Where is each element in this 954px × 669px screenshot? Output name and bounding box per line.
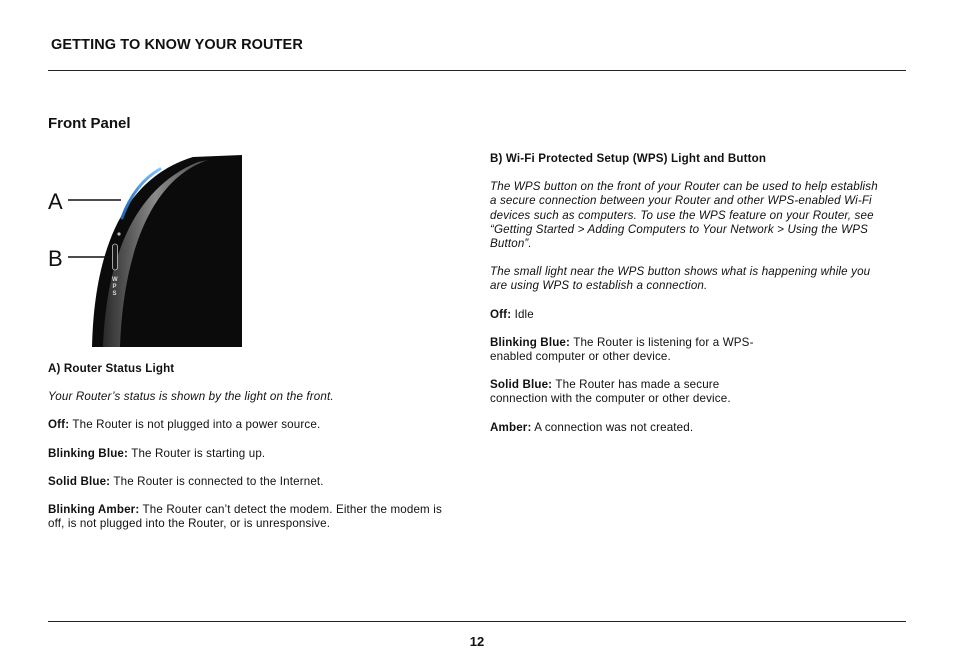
wps-light-intro: The small light near the WPS button shows what is happening while you are using WPS to establish a connection. [490, 265, 871, 293]
wps-item [490, 308, 880, 322]
wps-item-text: A connection was not created. [534, 420, 694, 434]
status-item-text: The Router can’t detect the modem. Either the modem is off, is not plugged into the Router, or is unresponsive. [48, 503, 442, 531]
status-item [48, 447, 448, 461]
header-divider [48, 70, 906, 71]
status-item-label: Solid Blue: [48, 474, 111, 488]
wps-item-text: The Router is listening for a WPS-enabled computer or other device. [490, 335, 754, 364]
wps-item-label: Solid Blue: [490, 378, 553, 392]
wps-item-text: Idle [514, 307, 534, 321]
wps-item-label: Off: [490, 307, 512, 321]
wps-label-p: P [112, 284, 117, 290]
wps-intro: The WPS button on the front of your Router can be used to help establish a secure connection between your Router and other WPS-enabled Wi-Fi devices such as computers. To use the WPS feature on your Router, see “Getting Started > Adding Computers to Your Network > Using the WPS Button”. [490, 180, 878, 251]
wps-light [117, 232, 120, 235]
status-item [48, 418, 448, 432]
callout-b: B [48, 246, 63, 271]
wps-label-s: S [112, 291, 117, 297]
wps-section [490, 152, 880, 449]
router-front-illustration [48, 150, 248, 350]
wps-item-label: Amber: [490, 420, 532, 434]
page-number: 12 [469, 634, 485, 649]
status-light-intro: Your Router’s status is shown by the light on the front. [48, 390, 334, 404]
wps-item [490, 378, 770, 406]
section-title: GETTING TO KNOW YOUR ROUTER [51, 37, 303, 53]
wps-item [490, 336, 790, 364]
status-item-label: Blinking Blue: [48, 446, 129, 460]
wps-heading: B) Wi-Fi Protected Setup (WPS) Light and Button [490, 152, 767, 165]
wps-item-label: Blinking Blue: [490, 335, 571, 349]
footer-divider [48, 621, 906, 622]
wps-item-text: The Router has made a secure connection with the computer or other device. [490, 378, 731, 406]
status-light-heading: A) Router Status Light [48, 362, 175, 375]
front-panel-title: Front Panel [48, 115, 131, 132]
wps-label-w: W [112, 277, 118, 283]
wps-button[interactable] [113, 244, 118, 270]
status-item [48, 503, 448, 531]
wps-item [490, 421, 880, 435]
status-item-label: Blinking Amber: [48, 503, 140, 517]
status-item-text: The Router is starting up. [131, 446, 266, 460]
status-item-label: Off: [48, 418, 70, 432]
callout-a: A [48, 189, 63, 214]
status-item-text: The Router is not plugged into a power source. [72, 418, 321, 432]
status-light-section [48, 362, 448, 545]
status-item-text: The Router is connected to the Internet. [113, 474, 324, 488]
status-item [48, 475, 448, 489]
